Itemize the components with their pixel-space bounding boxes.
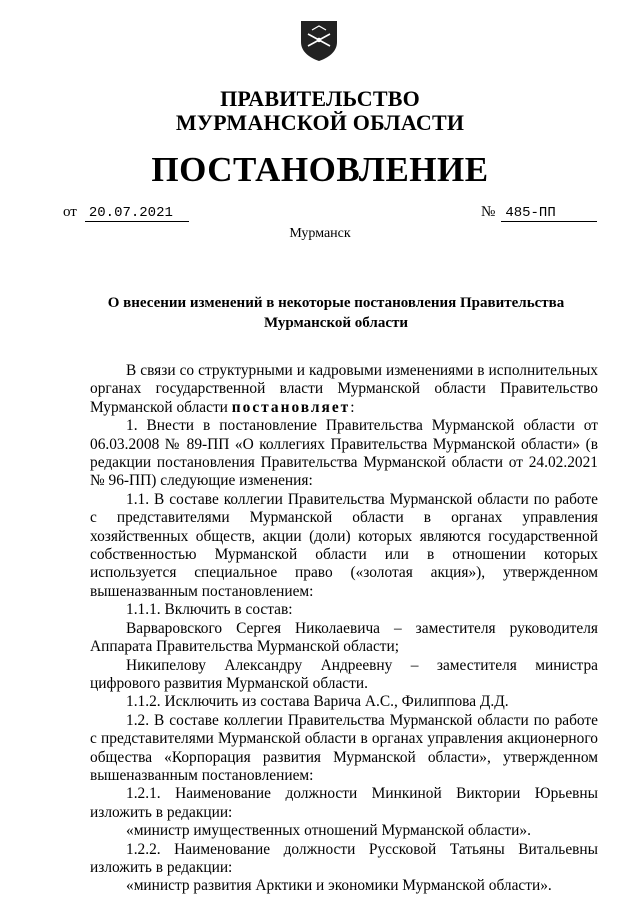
document-date: 20.07.2021 xyxy=(85,205,189,222)
body-paragraph: 1.2.1. Наименование должности Минкиной Виктории Юрьевны изложить в редакции: xyxy=(90,785,598,821)
body-paragraph: «министр развития Арктики и экономики Мурманской области». xyxy=(126,877,552,895)
organization-name-line2: МУРМАНСКОЙ ОБЛАСТИ xyxy=(175,110,465,135)
body-paragraph: Варваровского Сергея Николаевича – заместителя руководителя Аппарата Правительства Мурманской области; xyxy=(90,619,598,656)
body-paragraph: 1.1.2. Исключить из состава Варича А.С., Филиппова Д.Д. xyxy=(126,693,509,711)
murmansk-coat-of-arms-icon xyxy=(297,18,341,62)
body-paragraph: Никипелову Александру Андреевну – заместителя министра цифрового развития Мурманской области. xyxy=(90,656,598,692)
document-body xyxy=(90,362,598,896)
date-prefix: от xyxy=(63,204,77,220)
decree-colon: : xyxy=(350,398,355,416)
body-paragraph: 1.1.1. Включить в состав: xyxy=(126,601,293,619)
body-paragraph: 1.2. В составе коллегии Правительства Мурманской области по работе с представителями Мурманской области в органах управления акционерного общества «Корпорация развития Мурманской области», утвержденном вышеназванным постановлением: xyxy=(90,711,598,784)
document-type: ПОСТАНОВЛЕНИЕ xyxy=(151,150,489,189)
decree-word: постановляет xyxy=(231,398,351,416)
body-paragraph: 1. Внести в постановление Правительства Мурманской области от 06.03.2008 № 89-ПП «О коллегиях Правительства Мурманской области» (в редакции постановления Правительства Мурманской области от 24.02.2021 № 96-ПП) следующие изменения: xyxy=(90,417,598,490)
intro-text: В связи со структурными и кадровыми изменениями в исполнительных органах государственной власти Мурманской области Правительство Мурманской области xyxy=(90,362,598,416)
number-prefix: № xyxy=(481,204,496,220)
intro-paragraph xyxy=(90,362,598,417)
document-number: 485-ПП xyxy=(501,205,597,222)
document-title: О внесении изменений в некоторые постановления Правительства Мурманской области xyxy=(107,295,565,331)
organization-name-line1: ПРАВИТЕЛЬСТВО xyxy=(220,86,420,111)
body-paragraph: 1.1. В составе коллегии Правительства Мурманской области по работе с представителями Мурманской области в органах управления хозяйственных обществ, акции (доли) которых являются государственной собственностью Мурманской области или в отношении которых используется специальное право («золотая акция»), утвержденном вышеназванным постановлением: xyxy=(90,490,598,600)
number-field xyxy=(481,204,597,222)
date-field xyxy=(63,204,189,222)
city: Мурманск xyxy=(289,226,351,241)
body-paragraph: 1.2.2. Наименование должности Русcковой Татьяны Витальевны изложить в редакции: xyxy=(90,840,598,876)
body-paragraph: «министр имущественных отношений Мурманской области». xyxy=(126,822,531,840)
